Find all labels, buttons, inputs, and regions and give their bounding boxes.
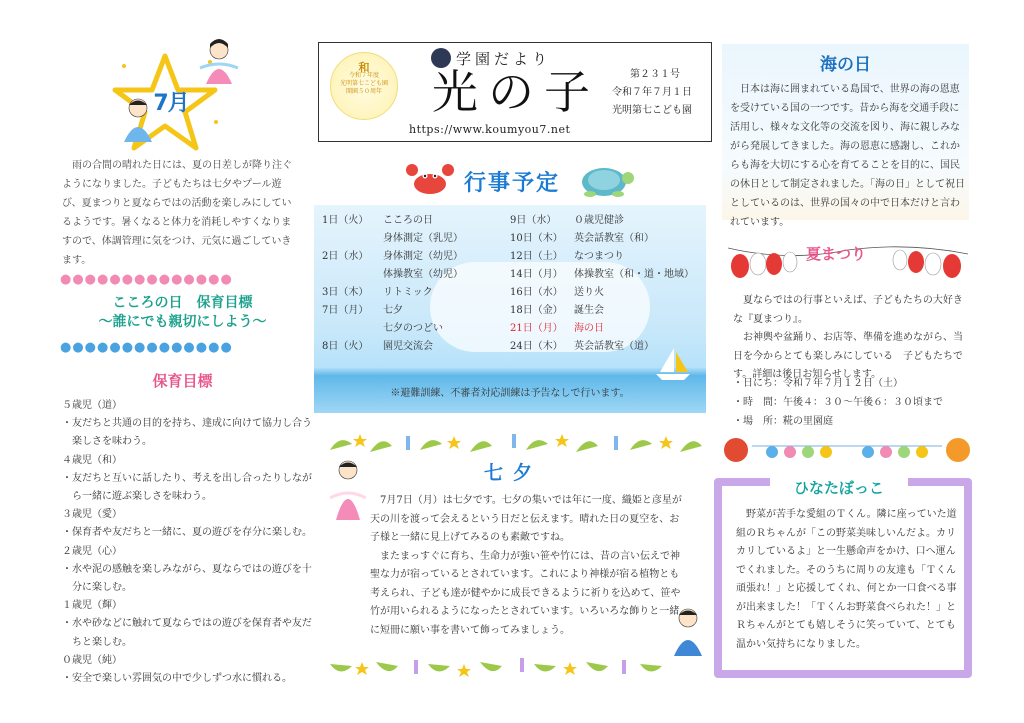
marine-day-heading: 海の日 (820, 55, 871, 75)
festival-details (733, 374, 969, 431)
event-row (322, 230, 463, 248)
goal-age: ２歳児（心） (62, 545, 122, 557)
goal-text: ・友だちと互いに話したり、考えを出し合ったりしながら一緒に遊ぶ楽しさを味わう。 (62, 472, 312, 503)
turtle-icon (576, 158, 636, 198)
event-row (510, 248, 694, 266)
goal-text: ・水や砂などに触れて夏ならではの遊びを保育者や友だちと楽しむ。 (62, 618, 312, 648)
event-row (510, 284, 694, 302)
goal-age: ５歳児（道） (62, 400, 122, 411)
event-date: 7日（月） (322, 305, 369, 316)
pink-drop-divider: ●●●●●●●●●●●●●● (60, 272, 233, 287)
orihime-illustration-icon (330, 458, 366, 522)
event-date: 2日（水） (322, 251, 369, 262)
goal-text: ・水や泥の感触を楽しみながら、夏ならではの遊びを十分に楽しむ。 (62, 563, 312, 594)
festival-place: ・場 所：糀の里園庭 (733, 416, 833, 427)
event-date (322, 266, 383, 284)
tanabata-paragraph: 7月7日（月）は七夕です。七夕の集いでは年に一度、織姫と彦星が天の川を渡って会えるという日だと伝えます。晴れた日の夏空を、お子様と一緒に見上げてみるのも素敵ですね。 (370, 495, 682, 543)
event-name-holiday: 海の日 (574, 323, 604, 334)
goal-age: １歳児（輝） (62, 600, 122, 612)
event-row (322, 320, 463, 338)
issue-info (612, 66, 710, 120)
kokoro-title: こころの日 保育目標 (112, 295, 253, 311)
event-date: 18日（金） (510, 305, 563, 316)
event-name: 体操教室（和・道・地域） (574, 269, 694, 280)
event-row (510, 266, 694, 284)
crab-icon (404, 160, 456, 198)
event-row (510, 338, 694, 356)
issue-date: 令和７年７月１日 (612, 87, 692, 98)
event-row (322, 284, 463, 302)
anniversary-emblem-text (330, 61, 398, 96)
blue-drop-divider: ●●●●●●●●●●●●●● (60, 340, 233, 355)
event-name: 体操教室（幼児） (383, 269, 463, 280)
event-name: ０歳児健診 (574, 215, 624, 226)
bamboo-leaf-border-bottom (330, 654, 710, 680)
goal-age: ４歳児（和） (62, 454, 122, 466)
drill-notice: ※避難訓練、不審者対応訓練は予告なしで行います。 (390, 388, 630, 399)
event-row (322, 212, 463, 230)
event-date: 3日（木） (322, 287, 369, 298)
event-date: 8日（火） (322, 341, 369, 352)
childcare-goals-list (62, 397, 312, 688)
festival-date: ・日にち：令和７年７月１２日（土） (733, 378, 903, 389)
event-row (510, 320, 694, 338)
event-date: 9日（水） (510, 215, 557, 226)
event-name: 園児交流会 (383, 341, 433, 352)
newsletter-subtitle: 学園だより (456, 50, 552, 68)
event-row (322, 338, 463, 356)
emblem-line: 令和７年度 (348, 72, 379, 79)
event-row (322, 248, 463, 266)
event-date: 14日（月） (510, 269, 563, 280)
event-name: 誕生会 (574, 305, 604, 316)
event-date: 10日（木） (510, 233, 563, 244)
hinatabokko-paragraph: 野菜が苦手な愛組のＴくん。隣に座っていた道組のＲちゃんが「この野菜美味しいんだよ。カリカリしているよ」と一生懸命声をかけ、口へ運んでくれました。そのうちに周りの友達も「Ｔくん頑張れ！」と応援してくれ、何とか一口食べる事が出来ました！「Ｔくんお野菜食べられた！」とＲちゃんがとても嬉しそうに笑っていて、とても温かい気持ちになりました。 (736, 509, 957, 650)
events-table-right (510, 212, 694, 356)
tanabata-heading: 七夕 (484, 462, 543, 484)
events-heading: 行事予定 (464, 171, 561, 196)
kokoro-goal-heading (60, 294, 305, 332)
website-link[interactable]: https://www.koumyou7.net (409, 123, 571, 136)
school-name: 光明第七こども園 (612, 105, 692, 116)
event-name: 身体測定（乳児） (383, 233, 463, 244)
bamboo-leaf-border-top (330, 430, 710, 456)
summer-festival-body (733, 292, 969, 385)
marine-day-body: 日本は海に囲まれている島国で、世界の海の恩恵を受けている国の一つです。昔から海を交通手段に活用し、様々な文化等の交流を図り、海に親しみながら発展してきました。海の恩恵に感謝し、これからも海を大切にする心を育てることを目的に、国民の休日として制定されました。「海の日」として祝日としているのは、世界の国々の中で日本だけと言われています。 (730, 84, 965, 228)
event-date: 1日（火） (322, 215, 369, 226)
goal-text: ・安全で楽しい雰囲気の中で少しずつ水に慣れる。 (62, 673, 292, 685)
event-date-holiday: 21日（月） (510, 323, 563, 334)
event-name: 七夕 (383, 305, 403, 316)
hinatabokko-body (736, 506, 960, 654)
event-date (322, 230, 383, 248)
event-name: 英会話教室（和） (574, 233, 654, 244)
event-name: 英会話教室（道） (574, 341, 654, 352)
event-row (322, 302, 463, 320)
event-name: なつまつり (574, 251, 624, 262)
goal-text: ・友だちと共通の目的を持ち、達成に向けて協力し合う楽しさを味わう。 (62, 418, 312, 448)
month-label: 7月 (153, 91, 189, 116)
event-row (510, 230, 694, 248)
newsletter-title: 光の子 (432, 65, 600, 119)
events-table-left (322, 212, 463, 356)
summer-festival-heading: 夏まつり (806, 245, 867, 263)
event-date: 24日（木） (510, 341, 563, 352)
event-row (510, 212, 694, 230)
tanabata-paragraph: またまっすぐに育ち、生命力が強い笹や竹には、昔の言い伝えで神聖な力が宿っているとされています。これにより神様が宿る植物とも考えられ、子ども達が健やかに成長できるように祈りを込めて、笹や竹が用いられるようになったとされています。いろいろな飾りと一緒に短冊に願い事を書いて飾ってみましょう。 (370, 550, 681, 636)
hinatabokko-heading: ひなたぼっこ (770, 474, 908, 502)
childcare-goals-heading: 保育目標 (152, 372, 213, 390)
event-date: 16日（水） (510, 287, 563, 298)
event-row (510, 302, 694, 320)
issue-number: 第２３１号 (630, 69, 680, 80)
event-name: 身体測定（幼児） (383, 251, 463, 262)
event-date (322, 320, 383, 338)
intro-paragraph: 雨の合間の晴れた日には、夏の日差しが降り注ぐようになりました。子どもたちは七夕やプール遊び、夏まつりと夏ならではの活動を楽しみにしているようです。暑くなると体力を消耗しやすくなりますので、体調管理に気をつけ、元気に過ごしていきます。 (62, 160, 292, 266)
orihime-figure-icon (198, 38, 240, 86)
event-name: リトミック (383, 287, 433, 298)
kokoro-motto: ～誰にでも親切にしよう～ (98, 314, 267, 330)
festival-paragraph: 夏ならではの行事といえば、子どもたちの大好きな『夏まつり』。 (733, 295, 963, 325)
event-name: 七夕のつどい (383, 323, 443, 334)
goal-text: ・保育者や友だちと一緒に、夏の遊びを存分に楽しむ。 (62, 527, 312, 539)
event-row (322, 266, 463, 284)
event-name: 送り火 (574, 287, 604, 298)
festival-paragraph: お神輿や盆踊り、お店等、準備を進めながら、当日を今からとても楽しみにしている 子どもたちです。詳細は後日お知らせします。 (733, 332, 963, 380)
tanabata-body (370, 492, 682, 640)
emblem-kanji: 和 (358, 61, 370, 74)
emblem-line: 光明第七こども園 (339, 80, 388, 87)
event-date: 12日（土） (510, 251, 563, 262)
festival-time: ・時 間：午後４：３０〜午後６：３０頃まで (733, 397, 943, 408)
goal-age: ０歳児（純） (62, 654, 122, 666)
goal-age: ３歳児（愛） (62, 509, 122, 521)
festival-character-border (722, 428, 972, 468)
emblem-line: 開園５０周年 (345, 88, 382, 95)
event-name: こころの日 (383, 215, 433, 226)
